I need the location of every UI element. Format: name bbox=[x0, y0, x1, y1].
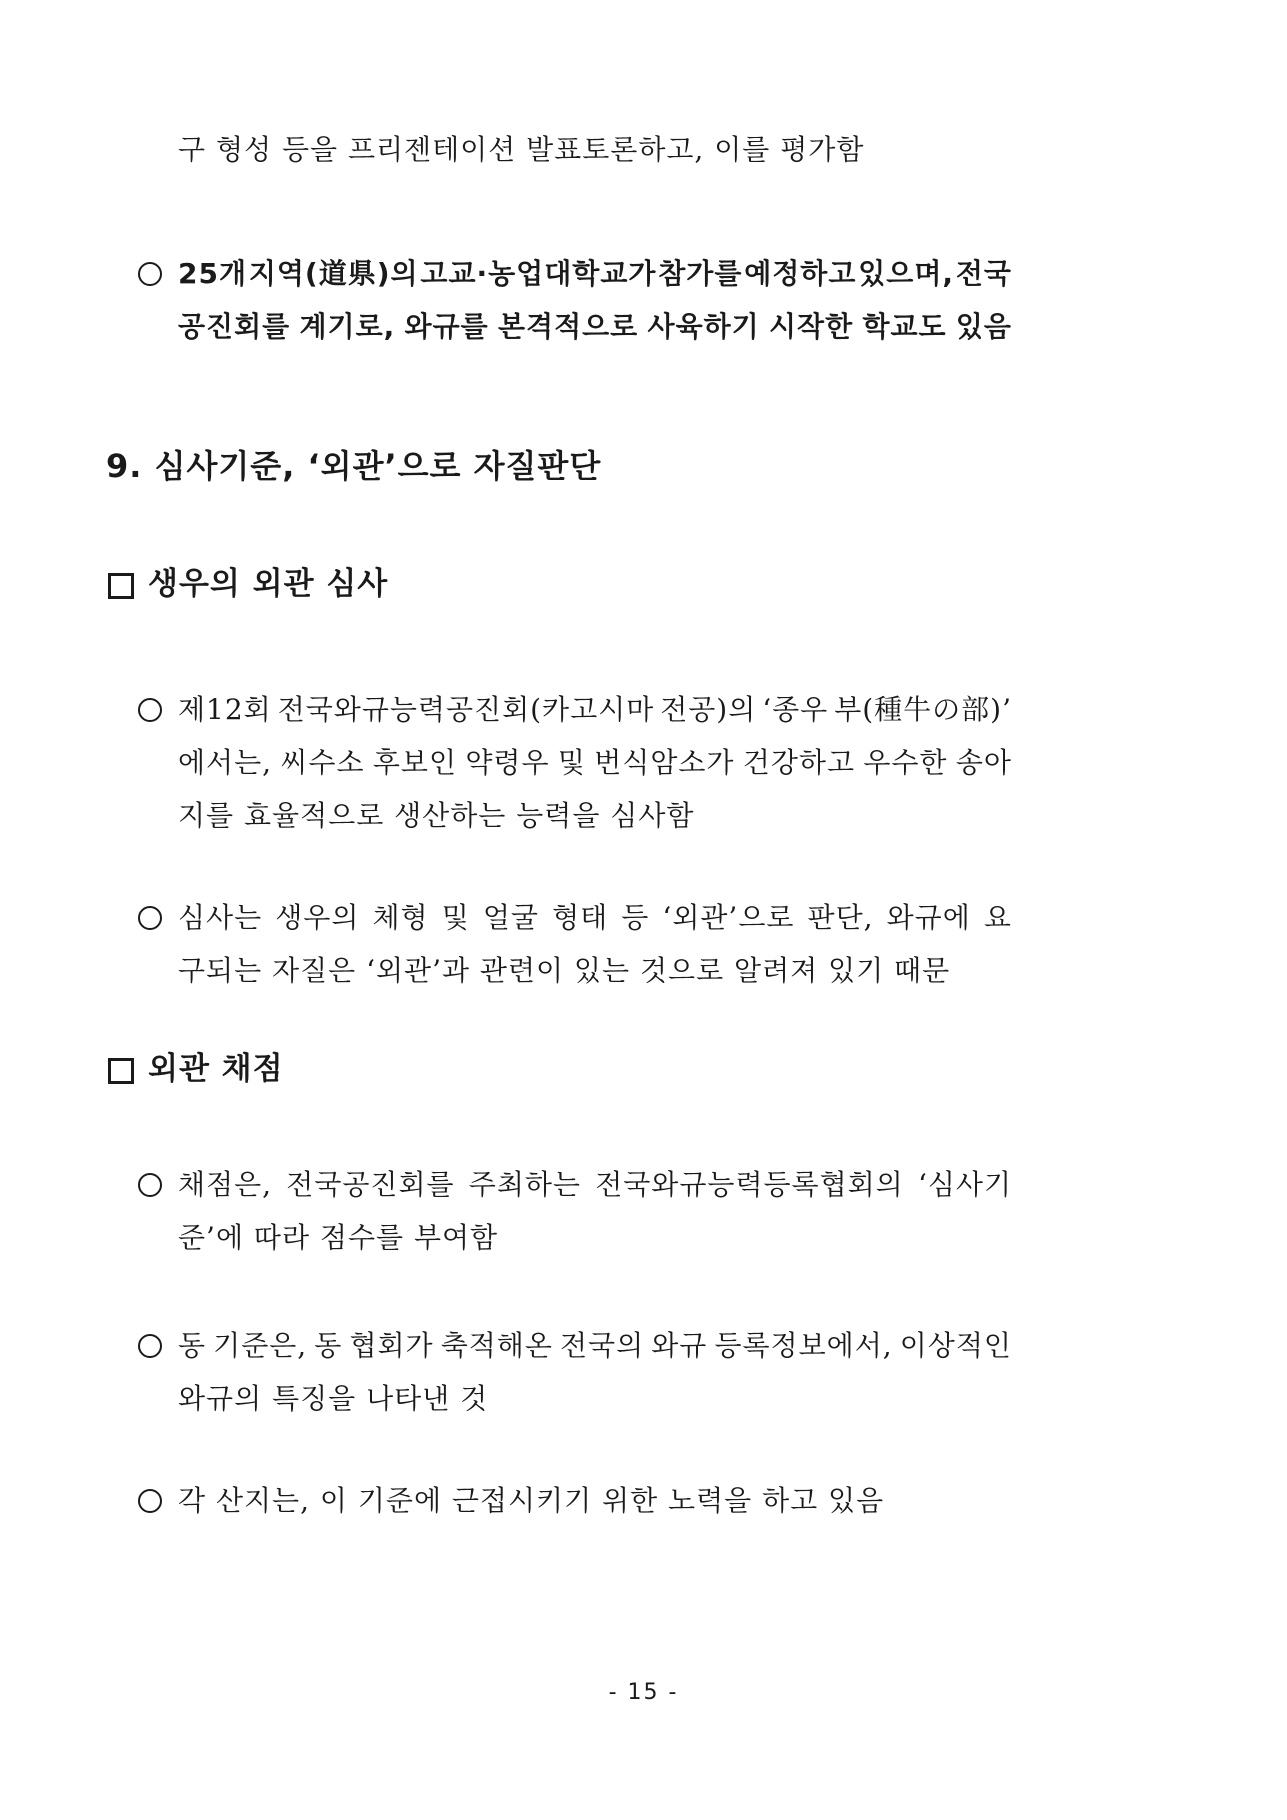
word: 생우의 bbox=[275, 901, 360, 934]
word: 와규를 bbox=[404, 310, 489, 343]
word: 축적해온 bbox=[440, 1329, 553, 1362]
word: 송아 bbox=[955, 746, 1012, 779]
word: 25개 bbox=[178, 257, 248, 290]
word: 동 bbox=[178, 1329, 207, 1362]
bullet-circle-icon bbox=[138, 1334, 162, 1358]
word: 고교·농업대학교가 bbox=[420, 257, 657, 290]
paragraph-regions-effort: 각 산지는, 이 기준에 근접시키기 위한 노력을 하고 있음 bbox=[178, 1484, 885, 1517]
word: 판단, bbox=[807, 901, 874, 934]
paragraph-scoring-basis-line2: 준’에 따라 점수를 부여함 bbox=[178, 1221, 499, 1254]
word: 와규 bbox=[651, 1329, 708, 1362]
paragraph-judging-category-line1 bbox=[178, 692, 1012, 728]
word: 본격적으로 bbox=[497, 310, 639, 343]
paragraph-appearance-reason-line2: 구되는 자질은 ‘외관’과 관련이 있는 것으로 알려져 있기 때문 bbox=[178, 954, 951, 987]
word: 얼굴 bbox=[482, 901, 539, 934]
subsection-heading-scoring: 외관 채점 bbox=[148, 1051, 284, 1087]
word: 등 bbox=[621, 901, 650, 934]
word: 심사는 bbox=[178, 901, 263, 934]
word: 기준은, bbox=[213, 1329, 308, 1362]
bullet-circle-icon bbox=[138, 262, 162, 286]
word: ‘종우 bbox=[762, 693, 829, 726]
paragraph-scoring-basis-line1 bbox=[178, 1167, 1012, 1203]
word: 형태 bbox=[552, 901, 609, 934]
word: 에서는, bbox=[178, 746, 273, 779]
word: 후보인 bbox=[372, 746, 458, 779]
bullet-circle-icon bbox=[138, 698, 162, 722]
word: 씨수소 bbox=[280, 746, 365, 779]
word: 요 bbox=[983, 901, 1012, 934]
word: 전국 bbox=[955, 257, 1012, 290]
word: 사육하기 bbox=[647, 310, 760, 343]
paragraph-participation-line1 bbox=[178, 256, 1012, 292]
word: 참가를 bbox=[658, 257, 743, 290]
checkbox-square-icon bbox=[108, 573, 134, 599]
subsection-heading-live-cattle: 생우의 외관 심사 bbox=[148, 566, 389, 602]
page-number: - 15 - bbox=[608, 1680, 679, 1705]
word: 시작한 bbox=[769, 310, 854, 343]
paragraph-appearance-reason-line1 bbox=[178, 900, 1012, 936]
word: 채점은, bbox=[178, 1168, 273, 1201]
word: 있으며, bbox=[858, 257, 954, 290]
word: ‘심사기 bbox=[917, 1168, 1012, 1201]
paragraph-judging-category-line3: 지를 효율적으로 생산하는 능력을 심사함 bbox=[178, 799, 695, 832]
bullet-circle-icon bbox=[138, 1489, 162, 1513]
word: 전국의 bbox=[560, 1329, 645, 1362]
word: 공진회를 bbox=[178, 310, 291, 343]
word: 주최하는 bbox=[468, 1168, 581, 1201]
word: 약령우 bbox=[465, 746, 550, 779]
checkbox-square-icon bbox=[108, 1058, 134, 1084]
word: 협회가 bbox=[349, 1329, 434, 1362]
bullet-circle-icon bbox=[138, 1173, 162, 1197]
word: 전공)의 bbox=[660, 693, 757, 726]
word: 동 bbox=[314, 1329, 343, 1362]
word: 등록정보에서, bbox=[714, 1329, 893, 1362]
word: 학교도 bbox=[862, 310, 947, 343]
word: 예정하고 bbox=[744, 257, 857, 290]
section-heading: 9. 심사기준, ‘외관’으로 자질판단 bbox=[106, 447, 602, 485]
word: ‘외관’으로 bbox=[662, 901, 795, 934]
word: 건강하고 bbox=[742, 746, 855, 779]
word: 체형 bbox=[372, 901, 429, 934]
word: 및 bbox=[441, 901, 470, 934]
word: 이상적인 bbox=[899, 1329, 1012, 1362]
paragraph-judging-category-line2 bbox=[178, 745, 1012, 781]
paragraph-participation-line2 bbox=[178, 309, 1012, 345]
paragraph-criteria-source-line2: 와규의 특징을 나타낸 것 bbox=[178, 1382, 489, 1415]
word: 전국와규능력등록협회의 bbox=[595, 1168, 904, 1201]
word: 전국공진회를 bbox=[286, 1168, 455, 1201]
word: 계기로, bbox=[299, 310, 396, 343]
bullet-circle-icon bbox=[138, 906, 162, 930]
word: 우수한 bbox=[863, 746, 948, 779]
word: 있음 bbox=[955, 310, 1012, 343]
word: 제12회 bbox=[178, 693, 272, 726]
word: 부(種牛の部)’ bbox=[834, 693, 1012, 726]
word: 번식암소가 bbox=[594, 746, 735, 779]
word: 및 bbox=[557, 746, 586, 779]
word: 전국와규능력공진회(카고시마 bbox=[277, 693, 655, 726]
continuation-line: 구 형성 등을 프리젠테이션 발표토론하고, 이를 평가함 bbox=[178, 133, 865, 166]
paragraph-criteria-source-line1 bbox=[178, 1328, 1012, 1364]
word: 지역(道県)의 bbox=[248, 257, 419, 290]
word: 와규에 bbox=[886, 901, 971, 934]
